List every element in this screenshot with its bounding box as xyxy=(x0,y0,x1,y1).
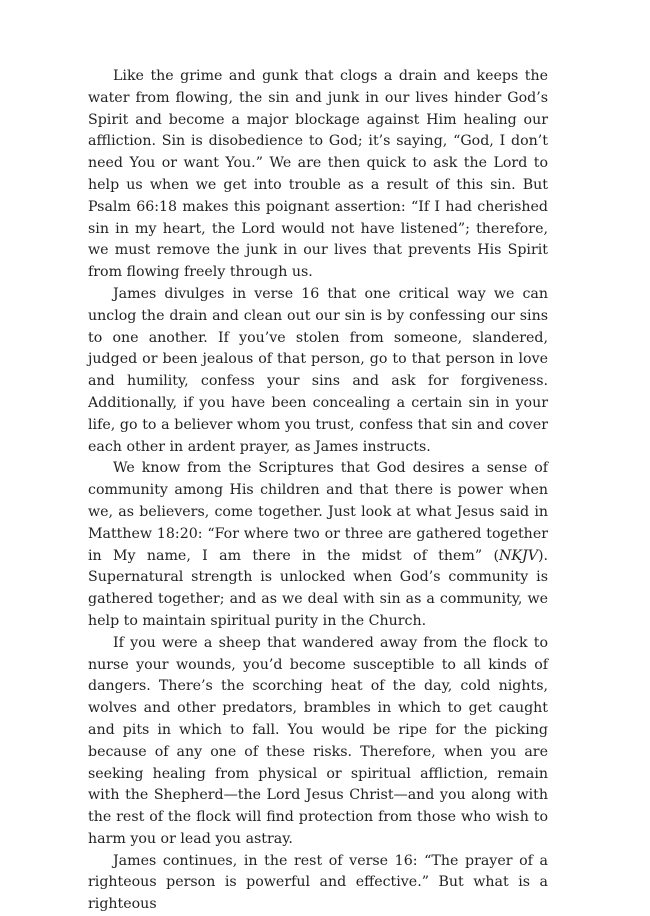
paragraph-community-text-end: ). Supernatural strength is unlocked when God’s community is gathered together; and as we deal with sin as a community, we help to maintain spiritual purity in the Church. xyxy=(88,547,548,629)
paragraph-sheep: If you were a sheep that wandered away from the flock to nurse your wounds, you’d become susceptible to all kinds of dangers. There’s the scorching heat of the day, cold nights, wolves and other predators, brambles in which to get caught and pits in which to fall. You would be ripe for the picking because of any one of these risks. Therefore, when you are seeking healing from physical or spiritual affliction, remain with the Shepherd—the Lord Jesus Christ—and you along with the rest of the flock will find protection from those who wish to harm you or lead you astray. xyxy=(88,634,548,847)
paragraph-drain-analogy: Like the grime and gunk that clogs a drain and keeps the water from flowing, the sin and junk in our lives hinder God’s Spirit and become a major blockage against Him healing our affliction. Sin is disobedience to God; it’s saying, “God, I don’t need You or want You.” We are then quick to ask the Lord to help us when we get into trouble as a result of this sin. But Psalm 66:18 makes this poignant assertion: “If I had cherished sin in my heart, the Lord would not have listened”; therefore, we must remove the junk in our lives that prevents His Spirit from flowing freely through us. xyxy=(88,68,548,281)
paragraph-confession: James divulges in verse 16 that one critical way we can unclog the drain and clean out our sin is by confessing our sins to one another. If you’ve stolen from someone, slandered, judged or been jealous of that person, go to that person in love and humility, confess your sins and ask for forgiveness. Additionally, if you have been concealing a certain sin in your life, go to a believer whom you trust, confess that sin and cover each other in ardent prayer, as James instructs. xyxy=(88,285,548,455)
paragraph-community xyxy=(88,458,548,632)
paragraph-righteous-prayer: James continues, in the rest of verse 16: “The prayer of a righteous person is powerful and effective.” But what is a righteous xyxy=(88,852,548,913)
body-text xyxy=(88,66,548,916)
translation-abbreviation: NKJV xyxy=(499,547,538,564)
paragraph-community-text-start: We know from the Scriptures that God desires a sense of community among His children and that there is power when we, as believers, come together. Just look at what Jesus said in Matthew 18:20: “For where two or three are gathered together in My name, I am there in the midst of them” ( xyxy=(88,460,548,564)
